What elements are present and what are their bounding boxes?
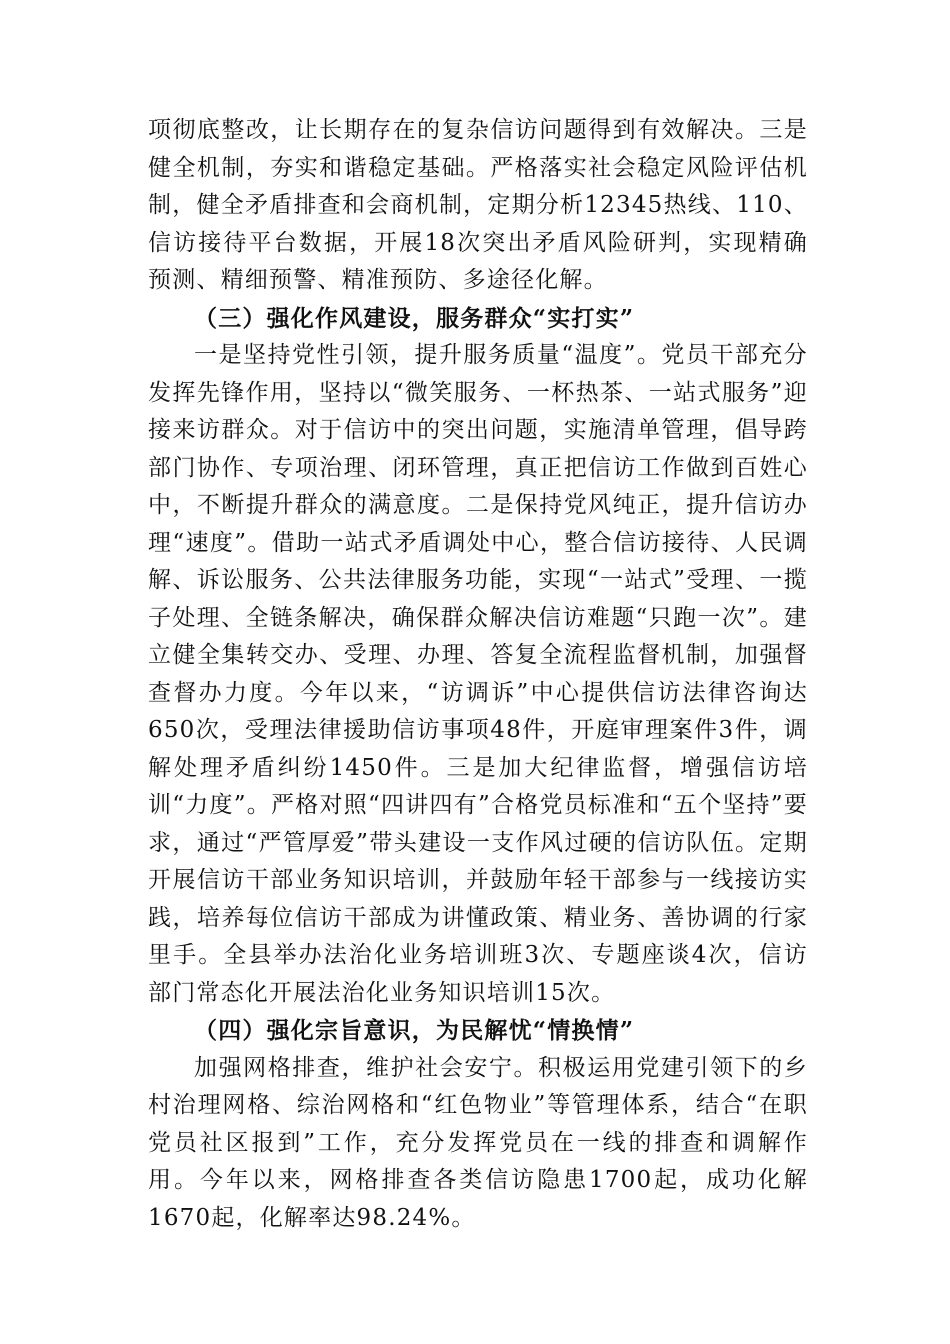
paragraph-section-3: 一是坚持党性引领，提升服务质量“温度”。党员干部充分发挥先锋作用，坚持以“微笑服务、一杯热茶、一站式服务”迎接来访群众。对于信访中的突出问题，实施清单管理，倡导跨部门协作、专项治理、闭环管理，真正把信访工作做到百姓心中，不断提升群众的满意度。二是保持党风纯正，提升信访办理“速度”。借助一站式矛盾调处中心，整合信访接待、人民调解、诉讼服务、公共法律服务功能，实现“一站式”受理、一揽子处理、全链条解决，确保群众解决信访难题“只跑一次”。建立健全集转交办、受理、办理、答复全流程监督机制，加强督查督办力度。今年以来，“访调诉”中心提供信访法律咨询达650次，受理法律援助信访事项48件，开庭审理案件3件，调解处理矛盾纠纷1450件。三是加大纪律监督，增强信访培训“力度”。严格对照“四讲四有”合格党员标准和“五个坚持”要求，通过“严管厚爱”带头建设一支作风过硬的信访队伍。定期开展信访干部业务知识培训，并鼓励年轻干部参与一线接访实践，培养每位信访干部成为讲懂政策、精业务、善协调的行家里手。全县举办法治化业务培训班3次、专题座谈4次，信访部门常态化开展法治化业务知识培训15次。 <box>148 342 808 1006</box>
paragraph-continued: 项彻底整改，让长期存在的复杂信访问题得到有效解决。三是健全机制，夯实和谐稳定基础。严格落实社会稳定风险评估机制，健全矛盾排查和会商机制，定期分析12345热线、110、信访接待平台数据，开展18次突出矛盾风险研判，实现精确预测、精细预警、精准预防、多途径化解。 <box>148 117 808 293</box>
paragraph-section-4: 加强网格排查，维护社会安宁。积极运用党建引领下的乡村治理网格、综治网格和“红色物业”等管理体系，结合“在职党员社区报到”工作，充分发挥党员在一线的排查和调解作用。今年以来，网格排查各类信访隐患1700起，成功化解1670起，化解率达98.24%。 <box>148 1054 808 1231</box>
document-page <box>148 112 808 1237</box>
section-heading-4: （四）强化宗旨意识，为民解忧“情换情” <box>194 1017 635 1044</box>
section-heading-3: （三）强化作风建设，服务群众“实打实” <box>194 304 635 332</box>
